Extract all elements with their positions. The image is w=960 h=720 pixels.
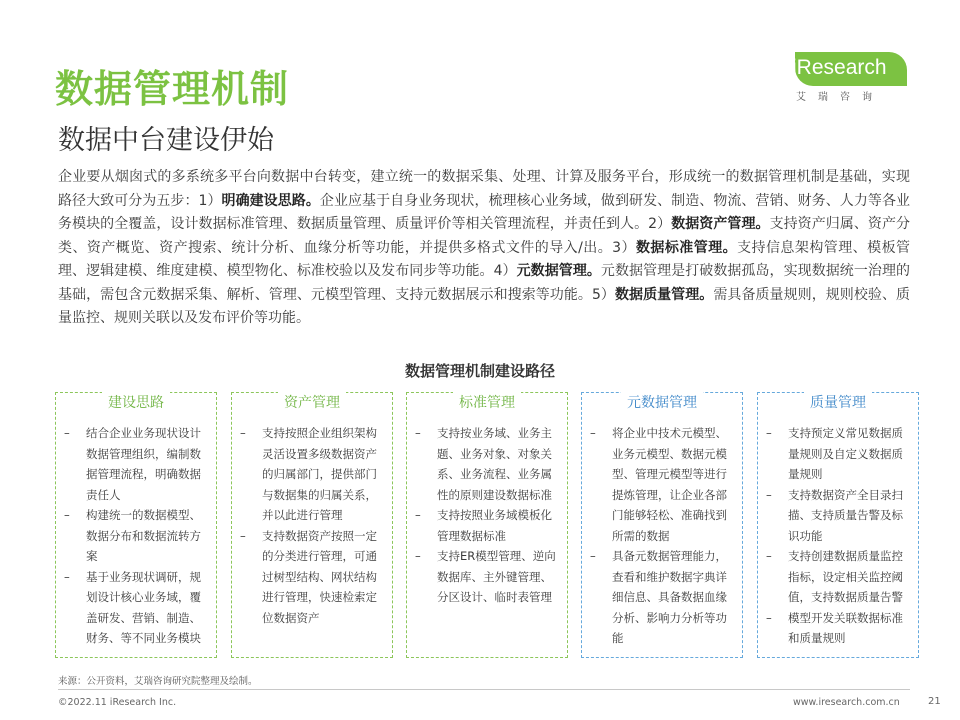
intro-step-heading: 元数据管理。 [516,263,601,279]
dash-bullet-icon: – [766,610,772,625]
column-list-item-text: 支持ER模型管理、逆向数据库、主外键管理、分区设计、临时表管理 [437,549,556,604]
page-subtitle: 数据中台建设伊始 [58,125,274,156]
column-list [62,423,210,649]
column-list [764,423,912,649]
column-list-item-text: 支持数据资产全目录扫描、支持质量告警及标识功能 [788,487,903,543]
dash-bullet-icon: – [240,528,246,543]
intro-step-heading: 明确建设思路。 [221,192,320,209]
column-list-item [764,423,912,485]
column-list-item [238,423,386,526]
column-list-item-text: 支持按照企业组织架构灵活设置多级数据资产的归属部门，提供部门与数据集的归属关系，并以此进行管理 [262,426,377,522]
column-jianshe-silu [55,392,217,658]
intro-text-segment: 企业要从烟囱式的多系统多平台向数据中台转变，建立统一的数据采集、处理、计算及服务平台，形成统一的数据管理机制是基础，实现路径大致可分为五步：1） [58,169,910,209]
column-list-item-text: 基于业务现状调研，规划设计核心业务域，覆盖研发、营销、制造、财务、等不同业务模块 [86,569,201,645]
section-heading: 数据管理机制建设路径 [404,362,555,380]
column-list-item-text: 结合企业业务现状设计数据管理组织，编制数据管理流程，明确数据责任人 [86,426,201,502]
intro-text-segment: 元数据管理是打破数据孤岛，实现数据统一治理的基础，需包含元数据采集、解析、管理、元模型管理、支持元数据展示和搜索等功能。5） [58,263,911,303]
column-list-item-text: 支持按照业务域模板化管理数据标准 [437,508,552,543]
intro-text-segment: 支持资产归属、资产分类、资产概览、资产搜索、统计分析、血缘分析等功能，并提供多格式文件的导入/出。3） [58,216,911,256]
intro-step-heading: 数据质量管理。 [614,286,714,303]
column-list [588,423,736,649]
column-list-item [62,567,210,649]
column-zichan-guanli [231,392,393,658]
website-link[interactable]: www.iresearch.com.cn [793,697,900,708]
dash-bullet-icon: – [766,426,772,440]
column-list-item [62,423,210,505]
dash-bullet-icon: – [590,426,596,440]
dash-bullet-icon: – [766,549,772,563]
dash-bullet-icon: – [415,426,421,440]
iresearch-logo [790,52,915,104]
intro-step-heading: 数据资产管理。 [671,216,770,232]
column-list-item [413,546,561,608]
dash-bullet-icon: – [240,426,246,440]
column-list [238,423,386,628]
dash-bullet-icon: – [415,549,421,563]
source-note: 来源：公开资料，艾瑞咨询研究院整理及绘制。 [58,676,258,687]
logo-cn-text: 艾瑞咨询 [796,92,884,103]
dash-bullet-icon: – [64,569,70,584]
column-list-item [62,505,210,567]
dash-bullet-icon: – [64,426,70,440]
column-list-item [764,485,912,547]
column-list-item [764,608,912,649]
column-list-item-text: 将企业中技术元模型、业务元模型、数据元模型、管理元模型等进行提炼管理，让企业各部门能够轻松、准确找到所需的数据 [612,426,727,543]
dash-bullet-icon: – [415,508,421,522]
column-title: 标准管理 [453,392,521,414]
page-number: 21 [928,696,941,707]
column-list-item-text: 模型开发关联数据标准和质量规则 [788,610,903,645]
column-list-item-text: 支持预定义常见数据质量规则及自定义数据质量规则 [788,426,903,481]
column-title: 质量管理 [804,392,872,414]
column-list-item [413,505,561,546]
intro-step-heading: 数据标准管理。 [635,239,738,256]
column-list-item-text: 构建统一的数据模型、数据分布和数据流转方案 [86,508,201,563]
intro-text-segment: 需具备质量规则，规则校验、质量监控、规则关联以及发布评价等功能。 [58,286,911,326]
column-list-item [588,423,736,546]
column-list-item [238,526,386,629]
column-title: 元数据管理 [621,392,703,414]
column-biaozhun-guanli [406,392,568,658]
column-title: 建设思路 [102,392,170,414]
intro-text-segment: 支持信息架构管理、模板管理、逻辑建模、维度建模、模型物化、标准校验以及发布同步等功能。4） [58,239,911,279]
column-list-item-text: 支持数据资产按照一定的分类进行管理，可通过树型结构、网状结构进行管理，快速检索定位数据资产 [262,528,377,625]
column-list-item [588,546,736,649]
intro-paragraph [58,166,910,331]
column-list-item [764,546,912,608]
intro-text-segment: 企业应基于自身业务现状，梳理核心业务域，做到研发、制造、物流、营销、财务、人力等各业务模块的全覆盖，设计数据标准管理、数据质量管理、质量评价等相关管理流程，并责任到人。2） [58,192,910,232]
page-title: 数据管理机制 [55,67,290,111]
column-list-item [413,423,561,505]
column-list-item-text: 支持按业务域、业务主题、业务对象、对象关系、业务流程、业务属性的原则建设数据标准 [437,426,552,502]
footer-divider [58,689,910,690]
logo-brand-text: iResearch [792,56,887,79]
column-zhiliang-guanli [757,392,919,658]
column-title: 资产管理 [278,392,346,414]
dash-bullet-icon: – [64,508,70,522]
column-list-item-text: 具备元数据管理能力，查看和维护数据字典详细信息、具备数据血缘分析、影响力分析等功能 [612,549,727,645]
column-yuanshuju-guanli [581,392,743,658]
dash-bullet-icon: – [590,549,596,563]
copyright-text: ©2022.11 iResearch Inc. [58,697,177,708]
column-list-item-text: 支持创建数据质量监控指标，设定相关监控阈值，支持数据质量告警 [788,549,903,604]
dash-bullet-icon: – [766,487,772,502]
column-list [413,423,561,608]
